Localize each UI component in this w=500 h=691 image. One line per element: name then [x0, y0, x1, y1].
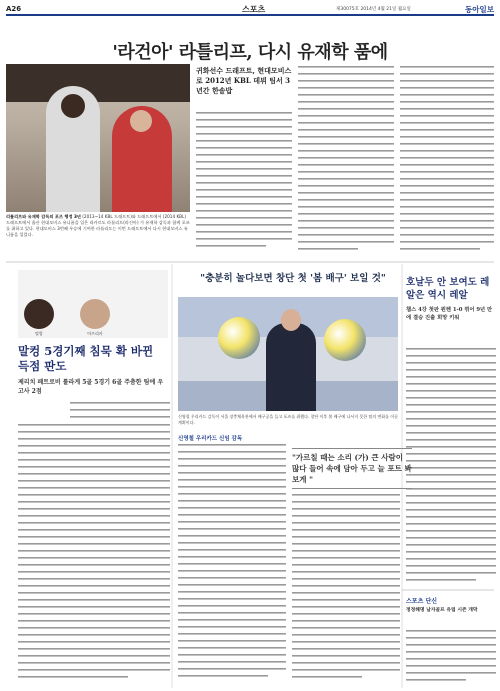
story1-headline: '라건아' 라틀리프, 다시 유재학 품에 [112, 42, 388, 63]
page-number: A26 [6, 5, 22, 13]
caption-title: 리틀리프와 유재학 감독의 포즈 행정 3년 [6, 214, 81, 219]
thumb-caption-1: 탈랑 [35, 331, 43, 336]
caption-text: (2013~14 KBL 드래프트)와 드래프트에서 (2014 KBL) 드래프트에서 울산 현대모비스 유니폼을 입은 리카르도 라틀리프(라건아) 가 유재학 감독과 함께 포즈를 취하고 있다. 현대모비스 3번째 우승에 기여한 라틀리프는 이번 드래프트에서 다시 현대모비스 유니폼을 입었다. [6, 214, 190, 237]
thumb-player-2 [80, 299, 110, 329]
volleyball-right [324, 319, 366, 361]
story3-caption: 신영철 우리카드 감독이 서울 장충체육관에서 배구공을 들고 포즈를 취했다. 창단 이후 봄 배구에 나서지 못한 팀의 변화를 이끌 계획이다. [178, 414, 398, 425]
newspaper-logo: 동아일보 [465, 5, 494, 14]
section-name: 스포츠 [242, 4, 266, 14]
coach-suit [266, 323, 316, 411]
story4-subheadline: 챔스 4강 첫판 뮌헨 1-0 꺾어 9년 만에 결승 진출 희망 키워 [406, 307, 493, 321]
story4-headline: 호날두 안 보여도 레알은 역시 레알 [406, 277, 490, 301]
thumb-player-1 [24, 299, 54, 329]
issue-date: 제30075호 2014년 4월 21일 월요일 [336, 7, 411, 12]
sports-brief [406, 596, 496, 616]
story2-subheadline: 제리치 페트로비 룰라게 5골 5경기 6골 주춤한 팀에 우고사 2점 [18, 379, 164, 395]
story3-quote-headline: "충분히 놀다보면 창단 첫 '봄 배구' 보일 것" [200, 273, 386, 284]
story3-section-label: 신영철 우리카드 신임 감독 [178, 436, 243, 442]
story3-pull-quote: "가르칠 때는 소리 (가) 큰 사람이 많다 들어 속에 담아 두고 늘 포트 봐 보게 " [292, 448, 412, 489]
story1-lead: 귀화선수 드래프트, 현대모비스로 2012년 KBL 데뷔 팀서 3년간 한솥밥 [196, 66, 292, 95]
story2-headline: 말컹 5경기째 침묵 확 바뀐 득점 판도 [18, 344, 154, 373]
story3-photo [178, 297, 398, 411]
brief-headline: 정정해명 남자골프 유럽 시즌 개막 [406, 608, 478, 613]
coach-face [281, 309, 301, 331]
volleyball-left [218, 317, 260, 359]
thumb-caption-2: 아프리카 [87, 331, 103, 336]
brief-title: 스포츠 단신 [406, 598, 438, 605]
